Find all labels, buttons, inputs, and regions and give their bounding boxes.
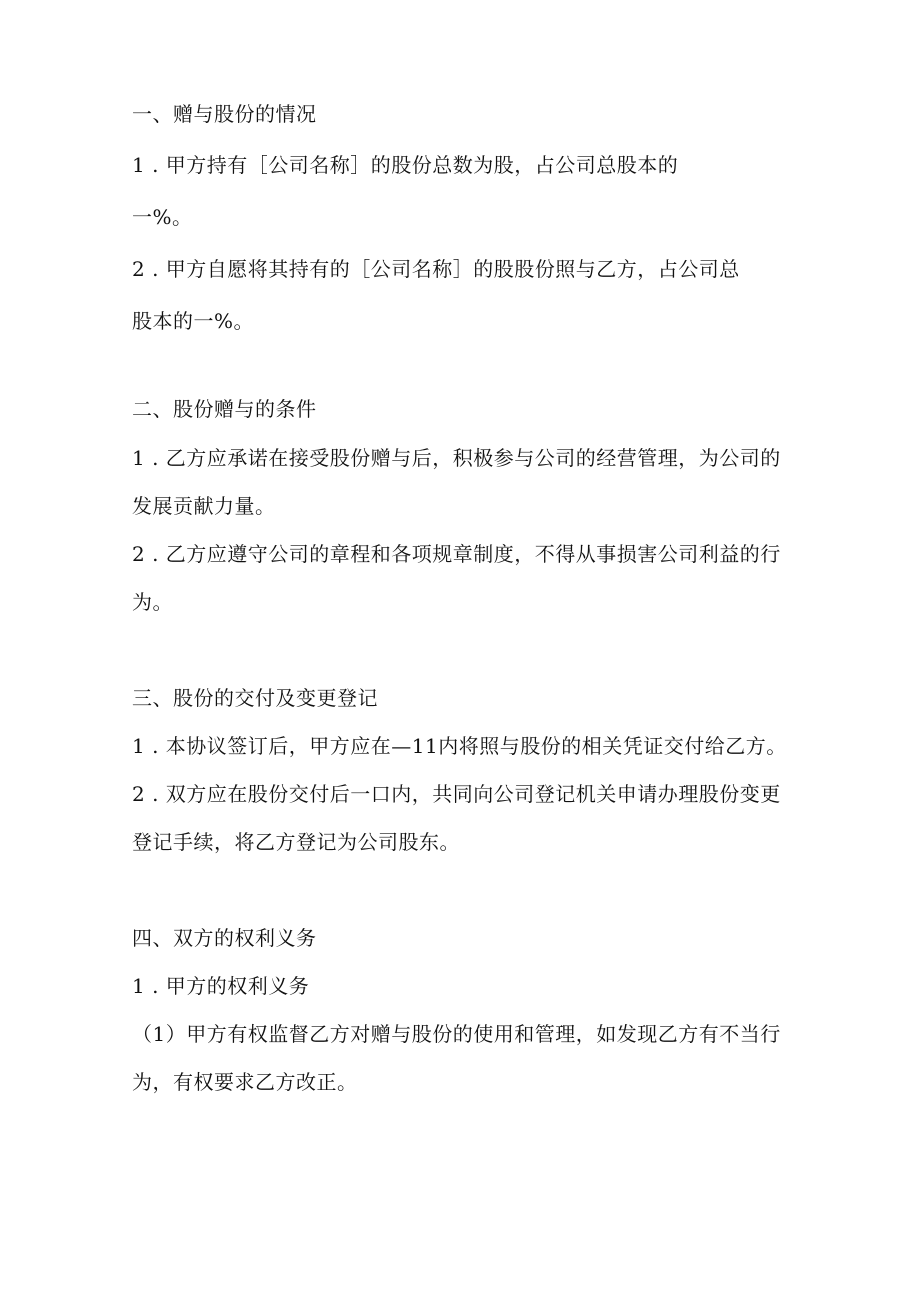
paragraph-line: 一%。 — [132, 205, 193, 229]
paragraph-line: 1 . 乙方应承诺在接受股份赠与后，积极参与公司的经营管理，为公司的 — [132, 446, 781, 470]
paragraph-line: 为。 — [132, 590, 173, 614]
paragraph-line: 1 . 甲方持有［公司名称］的股份总数为股，占公司总股本的 — [132, 153, 679, 177]
section-heading: 三、股份的交付及变更登记 — [132, 686, 378, 710]
section-heading: 四、双方的权利义务 — [132, 926, 317, 950]
paragraph-line: 2 . 乙方应遵守公司的章程和各项规章制度，不得从事损害公司利益的行 — [132, 542, 781, 566]
paragraph-line: 为，有权要求乙方改正。 — [132, 1070, 358, 1094]
paragraph-line: 股本的一%。 — [132, 309, 255, 333]
paragraph-line: 登记手续，将乙方登记为公司股东。 — [132, 830, 460, 854]
paragraph-line: 2 . 双方应在股份交付后一口内，共同向公司登记机关申请办理股份变更 — [132, 782, 781, 806]
paragraph-line: 发展贡献力量。 — [132, 494, 276, 518]
section-heading: 一、赠与股份的情况 — [132, 102, 317, 126]
paragraph-line: （1）甲方有权监督乙方对赠与股份的使用和管理，如发现乙方有不当行 — [132, 1022, 781, 1046]
paragraph-line: 1 . 本协议签订后，甲方应在—11内将照与股份的相关凭证交付给乙方。 — [132, 734, 787, 758]
paragraph-line: 2 . 甲方自愿将其持有的［公司名称］的股股份照与乙方，占公司总 — [132, 257, 740, 281]
paragraph-line: 1 . 甲方的权利义务 — [132, 974, 310, 998]
section-heading: 二、股份赠与的条件 — [132, 397, 317, 421]
